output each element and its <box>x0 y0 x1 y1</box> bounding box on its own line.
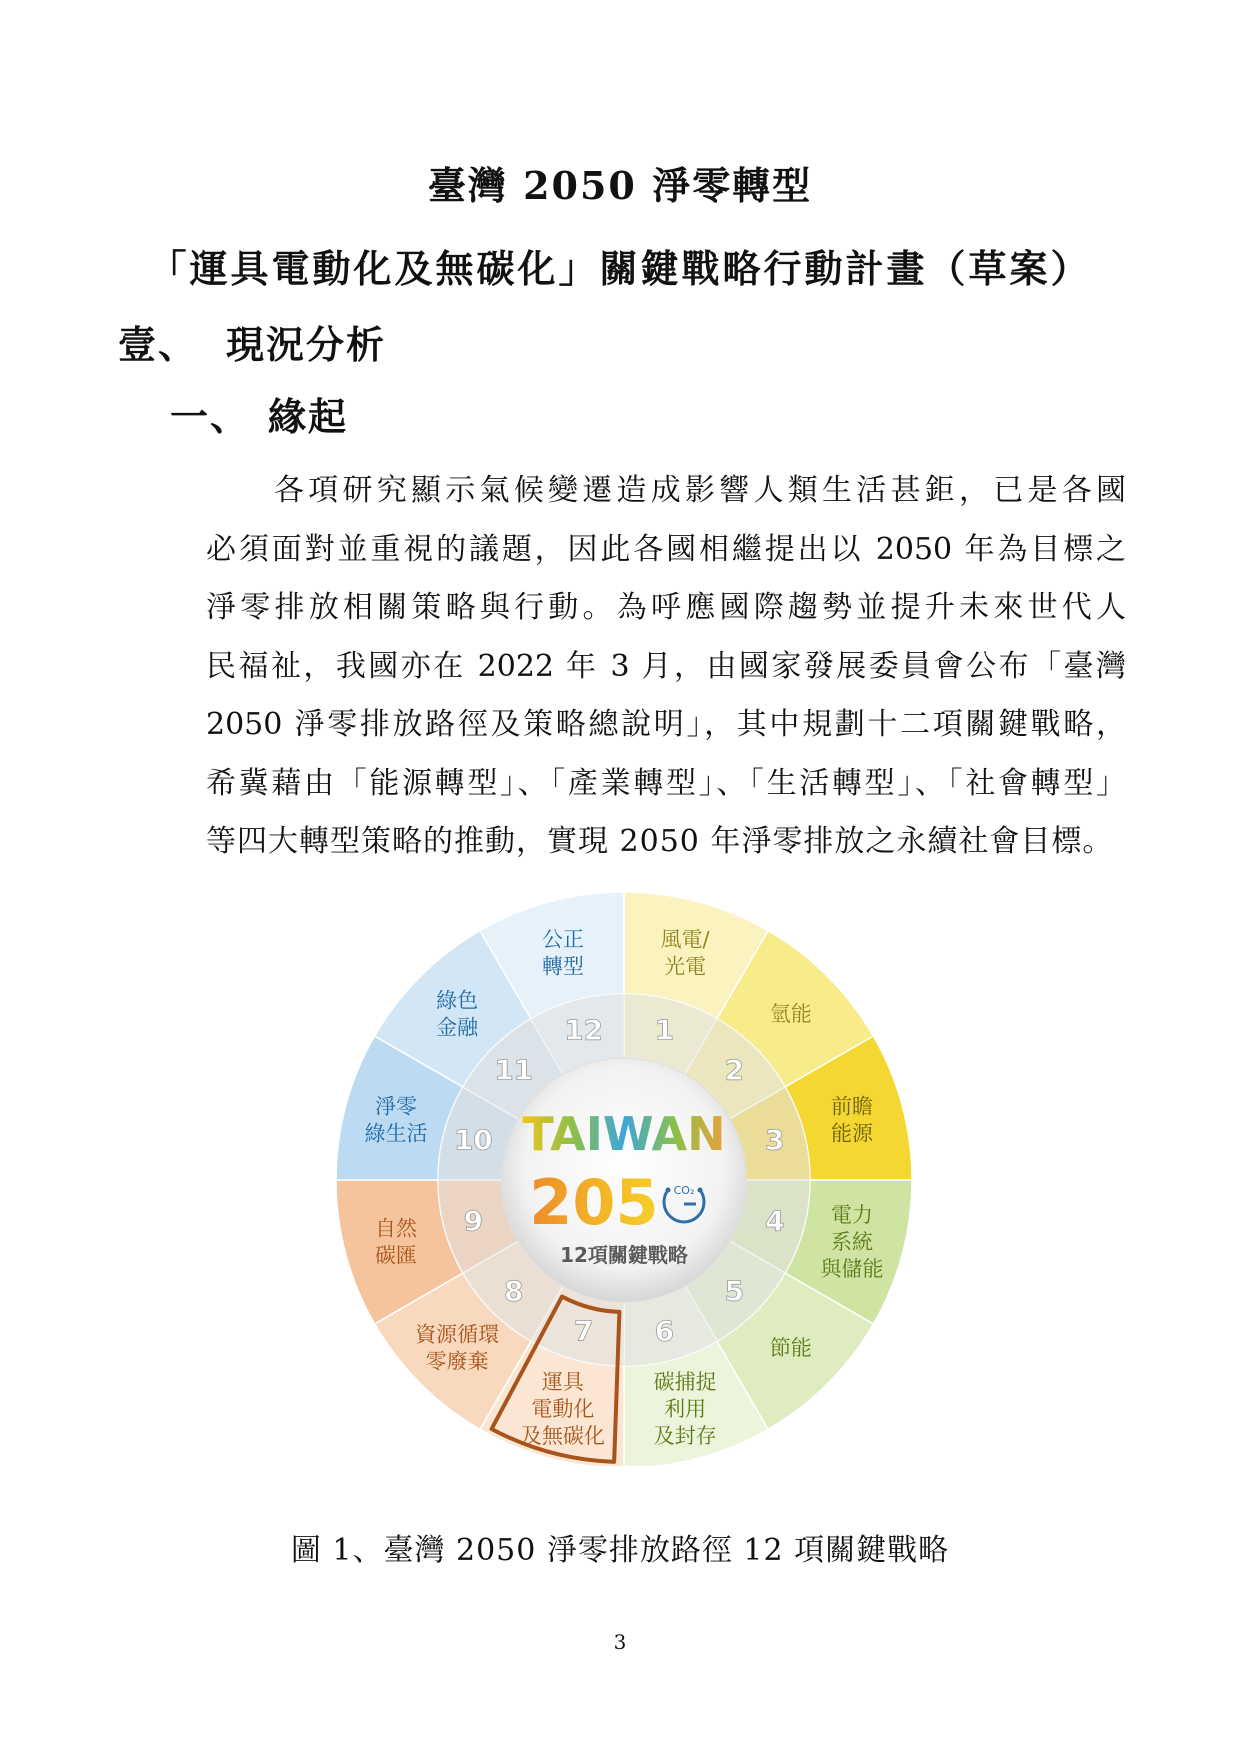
strategy-label-4: 電力 <box>830 1203 873 1228</box>
strategy-label-12: 轉型 <box>541 954 584 979</box>
strategy-label-11: 綠色 <box>436 988 479 1013</box>
body-paragraph <box>206 462 1126 872</box>
hub-caption: 12項關鍵戰略 <box>560 1243 688 1267</box>
page-number: 3 <box>613 1630 627 1654</box>
section-title: 現況分析 <box>226 322 387 367</box>
document-subtitle: 「運具電動化及無碳化」關鍵戰略行動計畫（草案） <box>148 246 1092 291</box>
strategy-number-12: 12 <box>564 1013 604 1047</box>
strategy-label-4: 系統 <box>830 1230 873 1255</box>
strategy-label-9: 自然 <box>375 1216 418 1241</box>
strategy-label-7: 電動化 <box>531 1396 595 1421</box>
strategy-number-6: 6 <box>654 1314 675 1348</box>
paragraph-line: 等四大轉型策略的推動，實現 2050 年淨零排放之永續社會目標。 <box>206 824 1114 859</box>
strategy-number-4: 4 <box>764 1204 785 1238</box>
paragraph-line: 民福祉，我國亦在 2022 年 3 月，由國家發展委員會公布「臺灣 <box>206 648 1126 684</box>
strategy-label-9: 碳匯 <box>375 1243 418 1268</box>
strategy-number-9: 9 <box>463 1204 484 1238</box>
paragraph-line: 2050 淨零排放路徑及策略總說明」，其中規劃十二項關鍵戰略， <box>206 707 1126 742</box>
hub-wordmark: TAIWAN <box>522 1107 726 1161</box>
strategy-number-3: 3 <box>764 1123 785 1157</box>
paragraph-line: 淨零排放相關策略與行動。為呼應國際趨勢並提升未來世代人 <box>206 590 1126 625</box>
strategy-label-10: 綠生活 <box>364 1121 428 1146</box>
paragraph-line: 希冀藉由「能源轉型」、「產業轉型」、「生活轉型」、「社會轉型」 <box>206 765 1126 801</box>
subsection-heading <box>170 386 348 441</box>
strategy-label-8: 零廢棄 <box>425 1349 489 1374</box>
wheel-hub <box>502 1058 746 1302</box>
strategy-label-6: 碳捕捉 <box>653 1369 717 1394</box>
hub-year-number: 205 <box>529 1166 659 1239</box>
strategy-number-2: 2 <box>724 1053 745 1087</box>
figure-caption: 圖 1、臺灣 2050 淨零排放路徑 12 項關鍵戰略 <box>290 1533 950 1568</box>
strategy-label-10: 淨零 <box>375 1094 418 1119</box>
section-heading <box>118 314 386 369</box>
paragraph-line: 必須面對並重視的議題，因此各國相繼提出以 2050 年為目標之 <box>206 531 1126 567</box>
strategy-label-8: 資源循環 <box>415 1322 500 1347</box>
strategy-label-7: 運具 <box>541 1369 584 1394</box>
strategy-label-7: 及無碳化 <box>520 1423 605 1448</box>
strategy-number-11: 11 <box>494 1053 534 1087</box>
subsection-number: 一、 <box>170 394 251 439</box>
strategy-label-12: 公正 <box>541 927 584 952</box>
strategy-number-8: 8 <box>503 1274 524 1308</box>
paragraph-line: 各項研究顯示氣候變遷造成影響人類生活甚鉅，已是各國 <box>274 473 1126 508</box>
strategy-label-6: 及封存 <box>653 1423 717 1448</box>
strategy-number-10: 10 <box>453 1123 493 1157</box>
strategy-wheel <box>330 888 918 1466</box>
strategy-wheel-figure <box>330 888 918 1466</box>
strategy-label-4: 與儲能 <box>820 1257 884 1282</box>
strategy-label-3: 能源 <box>830 1121 873 1146</box>
section-number: 壹、 <box>118 322 199 367</box>
strategy-label-3: 前瞻 <box>830 1094 873 1119</box>
strategy-label-2: 氫能 <box>769 1002 812 1027</box>
strategy-label-11: 金融 <box>436 1015 479 1040</box>
strategy-number-7: 7 <box>573 1314 594 1348</box>
document-title: 臺灣 2050 淨零轉型 <box>427 163 813 208</box>
strategy-label-1: 風電/ <box>660 927 710 952</box>
strategy-label-5: 節能 <box>769 1335 812 1360</box>
subsection-title: 緣起 <box>268 394 349 439</box>
strategy-label-6: 利用 <box>664 1396 707 1421</box>
strategy-number-5: 5 <box>724 1274 745 1308</box>
strategy-label-1: 光電 <box>664 954 707 979</box>
strategy-number-1: 1 <box>654 1013 675 1047</box>
co2-label: CO₂ <box>673 1184 695 1197</box>
